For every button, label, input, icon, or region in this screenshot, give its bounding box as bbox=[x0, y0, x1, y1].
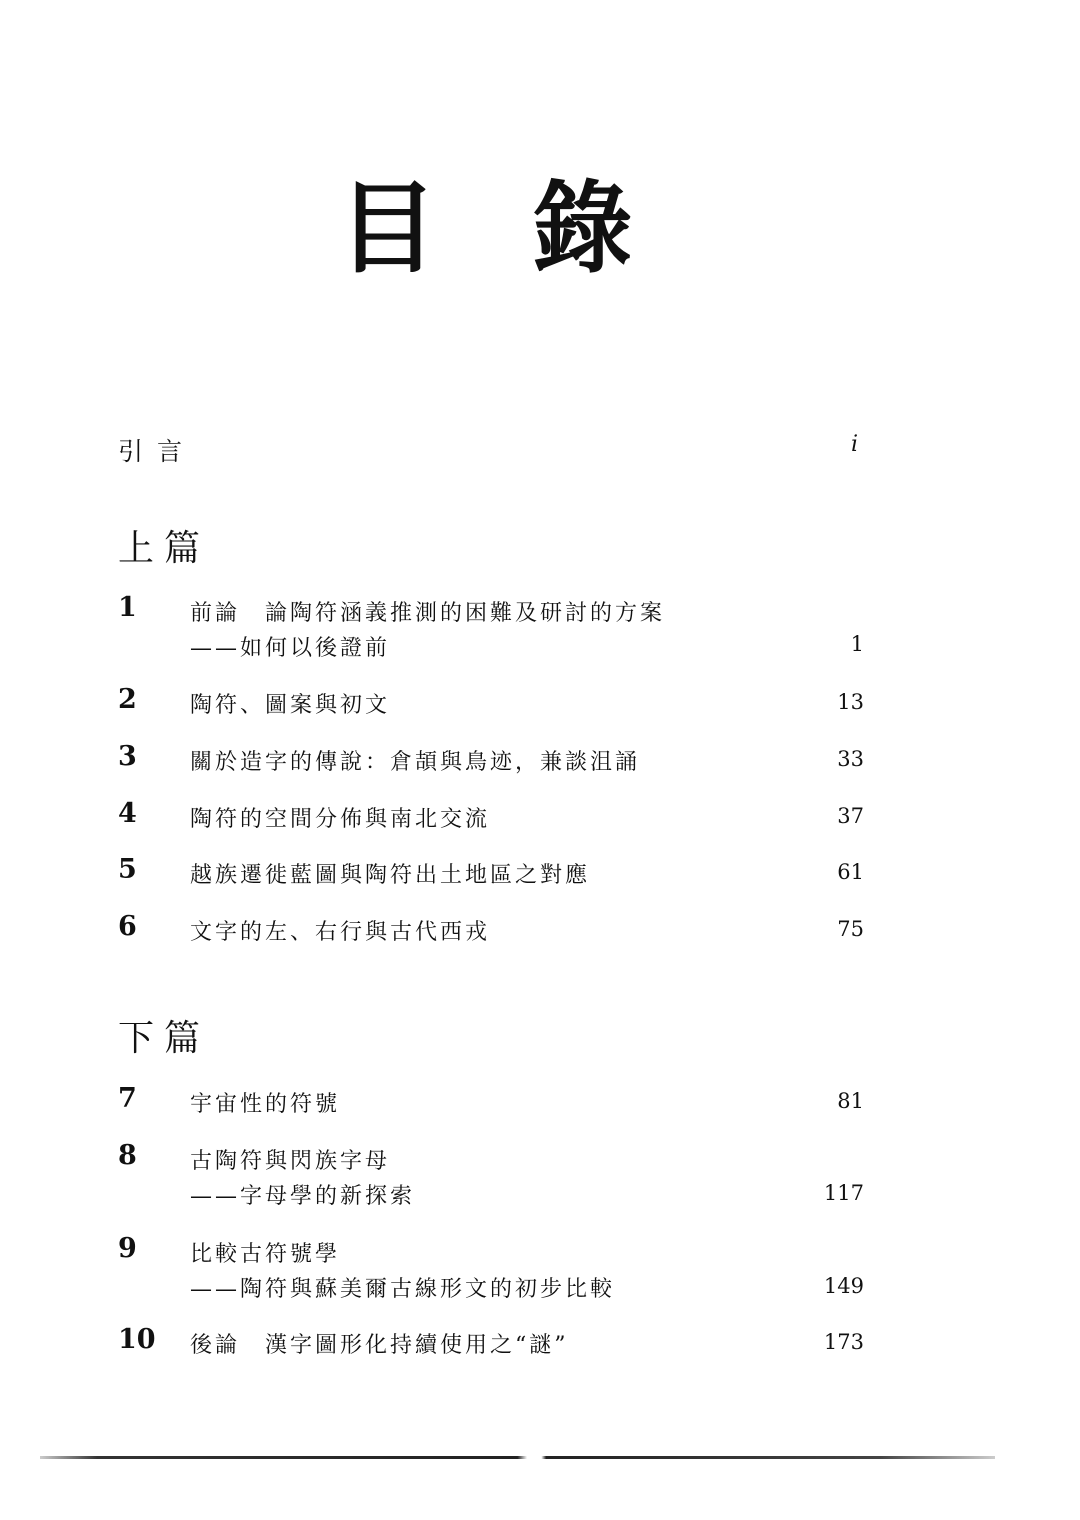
entry-page-number: 117 bbox=[823, 1181, 864, 1205]
entry-number: 3 bbox=[118, 741, 137, 772]
page-title: 目 錄 bbox=[337, 169, 663, 287]
footer-rule bbox=[40, 1456, 995, 1459]
entry-title: 古陶符與閃族字母 bbox=[190, 1149, 391, 1174]
entry-subtitle: ——陶符與蘇美爾古線形文的初步比較 bbox=[190, 1277, 616, 1302]
entry-title: 陶符、圖案與初文 bbox=[190, 693, 391, 718]
entry-page-number: 1 bbox=[850, 632, 864, 656]
entry-number: 7 bbox=[118, 1083, 137, 1114]
entry-title: 前論 論陶符涵義推測的困難及研討的方案 bbox=[190, 601, 666, 626]
entry-title: 宇宙性的符號 bbox=[190, 1092, 341, 1117]
entry-subtitle: ——如何以後證前 bbox=[190, 636, 391, 661]
entry-title: 關於造字的傳說：倉頡與鳥迹，兼談沮誦 bbox=[190, 750, 641, 775]
entry-page-number: 13 bbox=[837, 690, 864, 714]
entry-number: 6 bbox=[118, 911, 137, 942]
entry-subtitle: ——字母學的新探索 bbox=[190, 1184, 416, 1209]
entry-title: 文字的左、右行與古代西戎 bbox=[190, 920, 491, 945]
entry-number: 10 bbox=[118, 1324, 156, 1355]
entry-page-number: 61 bbox=[837, 860, 864, 884]
entry-title: 比較古符號學 bbox=[190, 1242, 341, 1267]
entry-number: 1 bbox=[118, 592, 137, 623]
entry-number: 5 bbox=[118, 854, 137, 885]
intro-page-number: i bbox=[850, 432, 858, 457]
entry-page-number: 37 bbox=[837, 804, 864, 828]
part2-heading: 下篇 bbox=[118, 1018, 211, 1059]
entry-number: 4 bbox=[118, 798, 137, 829]
entry-page-number: 149 bbox=[823, 1274, 864, 1298]
entry-number: 8 bbox=[118, 1140, 137, 1171]
entry-title: 陶符的空間分佈與南北交流 bbox=[190, 807, 491, 832]
toc-entry-intro[interactable] bbox=[118, 432, 878, 468]
intro-label: 引言 bbox=[118, 437, 197, 466]
entry-page-number: 75 bbox=[837, 917, 864, 941]
entry-page-number: 173 bbox=[823, 1330, 864, 1354]
entry-title: 越族遷徙藍圖與陶符出土地區之對應 bbox=[190, 863, 591, 888]
entry-number: 2 bbox=[118, 684, 137, 715]
entry-page-number: 33 bbox=[837, 747, 864, 771]
entry-page-number: 81 bbox=[837, 1089, 864, 1113]
entry-title: 後論 漢字圖形化持續使用之“謎” bbox=[190, 1333, 569, 1358]
part1-heading: 上篇 bbox=[118, 528, 211, 569]
entry-number: 9 bbox=[118, 1233, 137, 1264]
